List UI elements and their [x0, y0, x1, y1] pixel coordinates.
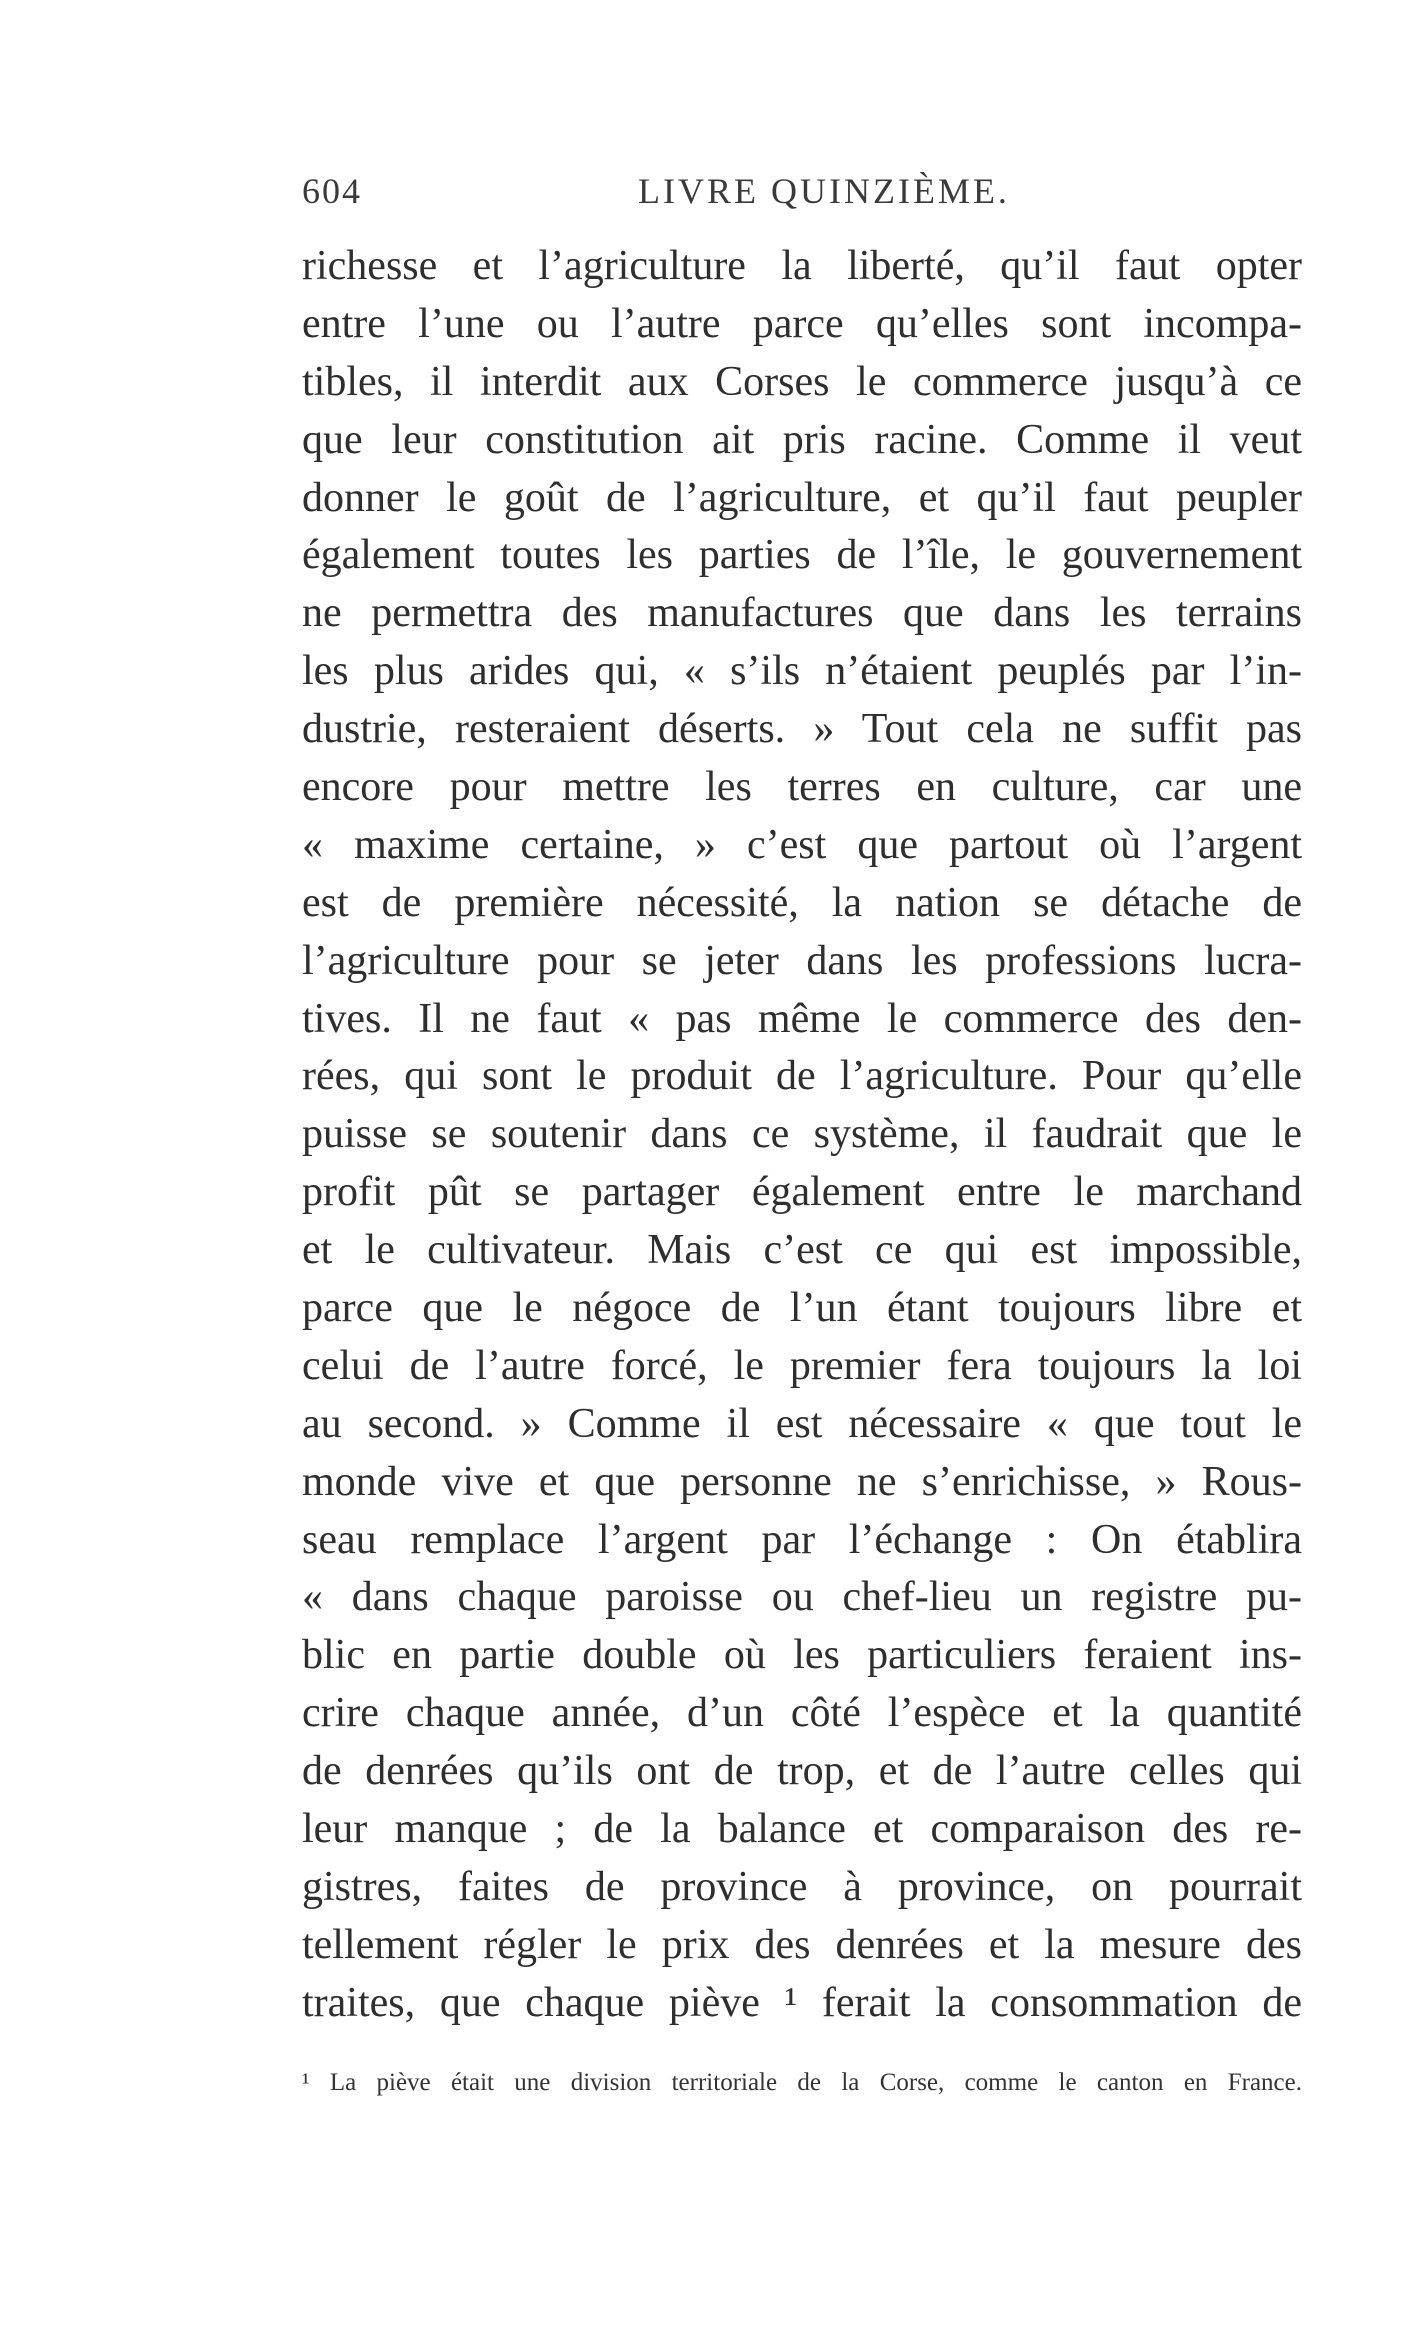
text-line: au second. » Comme il est nécessaire « que tout le	[302, 1400, 1302, 1447]
text-line: crire chaque année, d’un côté l’espèce et la quantité	[302, 1690, 1302, 1737]
text-line: donner le goût de l’agriculture, et qu’il faut peupler	[302, 474, 1302, 521]
text-line: l’agriculture pour se jeter dans les professions lucra-	[302, 937, 1302, 984]
text-line: également toutes les parties de l’île, le gouvernement	[302, 532, 1302, 579]
text-line: que leur constitution ait pris racine. Comme il veut	[302, 416, 1302, 463]
text-line: est de première nécessité, la nation se détache de	[302, 879, 1302, 926]
text-line: les plus arides qui, « s’ils n’étaient peuplés par l’in-	[302, 648, 1302, 695]
text-line: celui de l’autre forcé, le premier fera toujours la loi	[302, 1342, 1302, 1389]
text-line: blic en partie double où les particuliers feraient ins-	[302, 1632, 1302, 1679]
text-line: richesse et l’agriculture la liberté, qu’il faut opter	[302, 243, 1302, 289]
text-line: tibles, il interdit aux Corses le commerce jusqu’à ce	[302, 358, 1302, 405]
text-line: gistres, faites de province à province, on pourrait	[302, 1863, 1302, 1910]
text-line: entre l’une ou l’autre parce qu’elles sont incompa-	[302, 300, 1302, 347]
body-text	[302, 238, 1302, 2033]
text-line: tives. Il ne faut « pas même le commerce des den-	[302, 995, 1302, 1042]
text-line: parce que le négoce de l’un étant toujours libre et	[302, 1285, 1302, 1332]
running-title: LIVRE QUINZIÈME.	[638, 171, 1010, 211]
text-line: « maxime certaine, » c’est que partout où l’argent	[302, 821, 1302, 868]
text-line: seau remplace l’argent par l’échange : On établira	[302, 1516, 1302, 1563]
text-line: et le cultivateur. Mais c’est ce qui est impossible,	[302, 1227, 1302, 1274]
text-line: ne permettra des manufactures que dans les terrains	[302, 590, 1302, 637]
text-line: encore pour mettre les terres en culture, car une	[302, 764, 1302, 811]
text-line: rées, qui sont le produit de l’agriculture. Pour qu’elle	[302, 1053, 1302, 1100]
text-line: leur manque ; de la balance et comparaison des re-	[302, 1806, 1302, 1853]
footnote: ¹ La piève était une division territoriale de la Corse, comme le canton en France.	[302, 2069, 1302, 2096]
running-head	[302, 170, 1282, 220]
text-line: dustrie, resteraient déserts. » Tout cela ne suffit pas	[302, 706, 1302, 753]
page-number: 604	[302, 171, 362, 211]
text-line: « dans chaque paroisse ou chef-lieu un registre pu-	[302, 1574, 1302, 1621]
text-line: profit pût se partager également entre le marchand	[302, 1169, 1302, 1216]
text-line: monde vive et que personne ne s’enrichisse, » Rous-	[302, 1458, 1302, 1505]
text-line: de denrées qu’ils ont de trop, et de l’autre celles qui	[302, 1748, 1302, 1795]
text-line: traites, que chaque piève ¹ ferait la consommation de	[302, 1979, 1302, 2026]
text-line: puisse se soutenir dans ce système, il faudrait que le	[302, 1111, 1302, 1158]
text-line: tellement régler le prix des denrées et la mesure des	[302, 1921, 1302, 1968]
